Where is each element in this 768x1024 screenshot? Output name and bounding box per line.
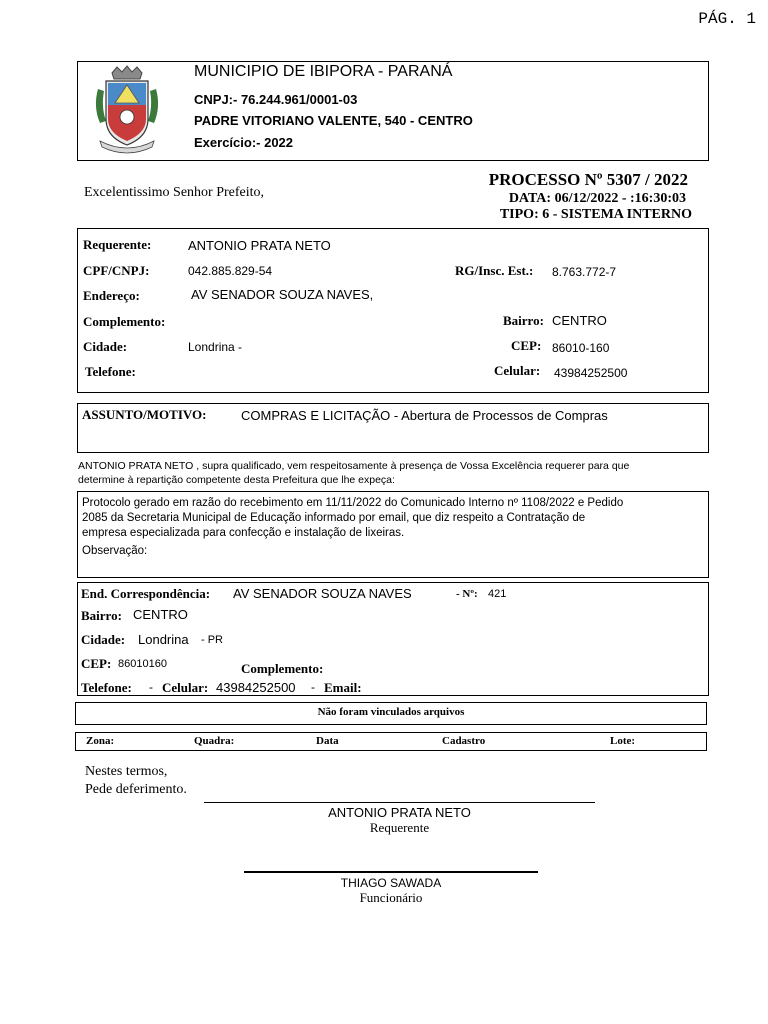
corr-telefone-value: - (149, 680, 153, 694)
official-signature-line (244, 871, 538, 873)
data-label: Data (316, 735, 339, 747)
zona-label: Zona: (86, 735, 115, 747)
requerente-value: ANTONIO PRATA NETO (188, 238, 331, 253)
celular-value: 43984252500 (554, 366, 628, 380)
corr-complemento-label: Complemento: (241, 661, 324, 676)
bairro-value: CENTRO (552, 313, 607, 328)
request-text-line2: determine à repartição competente desta Prefeitura que lhe expeça: (78, 474, 395, 486)
subject-value: COMPRAS E LICITAÇÃO - Abertura de Processos de Compras (241, 408, 608, 423)
corr-cep-value: 86010160 (118, 658, 167, 670)
corr-cidade-value: Londrina (138, 632, 189, 647)
complemento-label: Complemento: (83, 314, 166, 329)
correspondence-box (77, 582, 709, 696)
closing-line2: Pede deferimento. (85, 782, 187, 797)
requerente-role: Requerente (369, 820, 430, 835)
corr-cidade-label: Cidade: (81, 632, 126, 647)
corr-cep-label: CEP: (81, 656, 112, 671)
closing-line1: Nestes termos, (85, 764, 168, 779)
requerente-signature-line (204, 802, 595, 803)
corr-address-label: End. Correspondência: (81, 586, 211, 601)
protocol-line2: 2085 da Secretaria Municipal de Educação informado por email, que diz respeito a Contratação de (82, 512, 586, 524)
official-role: Funcionário (359, 890, 423, 905)
corr-bairro-label: Bairro: (81, 608, 122, 623)
bairro-label: Bairro: (503, 313, 544, 328)
rg-value: 8.763.772-7 (552, 265, 617, 279)
requerente-label: Requerente: (83, 237, 152, 252)
corr-telefone-label: Telefone: (81, 680, 132, 695)
cpf-value: 042.885.829-54 (188, 264, 273, 278)
process-number: PROCESSO Nº 5307 / 2022 (488, 170, 688, 189)
telefone-label: Telefone: (85, 364, 136, 379)
files-note: Não foram vinculados arquivos (317, 706, 465, 718)
requerente-name: ANTONIO PRATA NETO (328, 805, 471, 820)
municipality-title: MUNICIPIO DE IBIPORA - PARANÁ (194, 63, 453, 80)
files-box (75, 702, 707, 725)
endereco-value: AV SENADOR SOUZA NAVES, (191, 287, 374, 302)
corr-address-value: AV SENADOR SOUZA NAVES (233, 586, 412, 601)
corr-email-label: Email: (324, 680, 362, 695)
lote-label: Lote: (610, 735, 636, 747)
greeting: Excelentissimo Senhor Prefeito, (84, 185, 265, 200)
endereco-label: Endereço: (83, 288, 140, 303)
cpf-label: CPF/CNPJ: (83, 263, 150, 278)
cep-label: CEP: (511, 338, 542, 353)
corr-celular-label: Celular: (162, 680, 209, 695)
subject-label: ASSUNTO/MOTIVO: (82, 407, 207, 422)
protocol-line1: Protocolo gerado em razão do recebimento em 11/11/2022 do Comunicado Interno nº 1108/2022 e Pedido (82, 497, 624, 509)
process-date: DATA: 06/12/2022 - :16:30:03 (508, 191, 686, 206)
page-number: PÁG. 1 (698, 10, 756, 28)
protocol-box (77, 491, 709, 578)
quadra-label: Quadra: (194, 735, 235, 747)
corr-celular-value: 43984252500 (216, 680, 296, 695)
cadastro-label: Cadastro (442, 735, 486, 747)
header-box (77, 61, 709, 161)
request-text-line1: ANTONIO PRATA NETO , supra qualificado, vem respeitosamente à presença de Vossa Excelência requerer para que (78, 460, 630, 472)
corr-bairro-value: CENTRO (133, 607, 188, 622)
official-name: THIAGO SAWADA (340, 876, 442, 890)
observation-label: Observação: (82, 545, 148, 557)
exercise-year: Exercício:- 2022 (194, 135, 294, 150)
cidade-label: Cidade: (83, 339, 128, 354)
protocol-line3: empresa especializada para confecção e instalação de lixeiras. (82, 527, 405, 539)
cep-value: 86010-160 (552, 341, 610, 355)
corr-number-value: 421 (488, 588, 507, 600)
corr-separator: - (311, 680, 315, 694)
applicant-box (77, 228, 709, 393)
rg-label: RG/Insc. Est.: (455, 263, 534, 278)
subject-box (77, 403, 709, 453)
header-address: PADRE VITORIANO VALENTE, 540 - CENTRO (194, 113, 473, 128)
corr-cidade-uf: - PR (201, 634, 223, 646)
process-type: TIPO: 6 - SISTEMA INTERNO (499, 207, 692, 222)
coat-of-arms-icon (92, 65, 162, 155)
corr-number-label: - Nº: (456, 588, 478, 600)
cidade-value: Londrina - (188, 340, 243, 354)
location-box (75, 732, 707, 751)
celular-label: Celular: (494, 363, 541, 378)
cnpj-text: CNPJ:- 76.244.961/0001-03 (194, 92, 358, 107)
